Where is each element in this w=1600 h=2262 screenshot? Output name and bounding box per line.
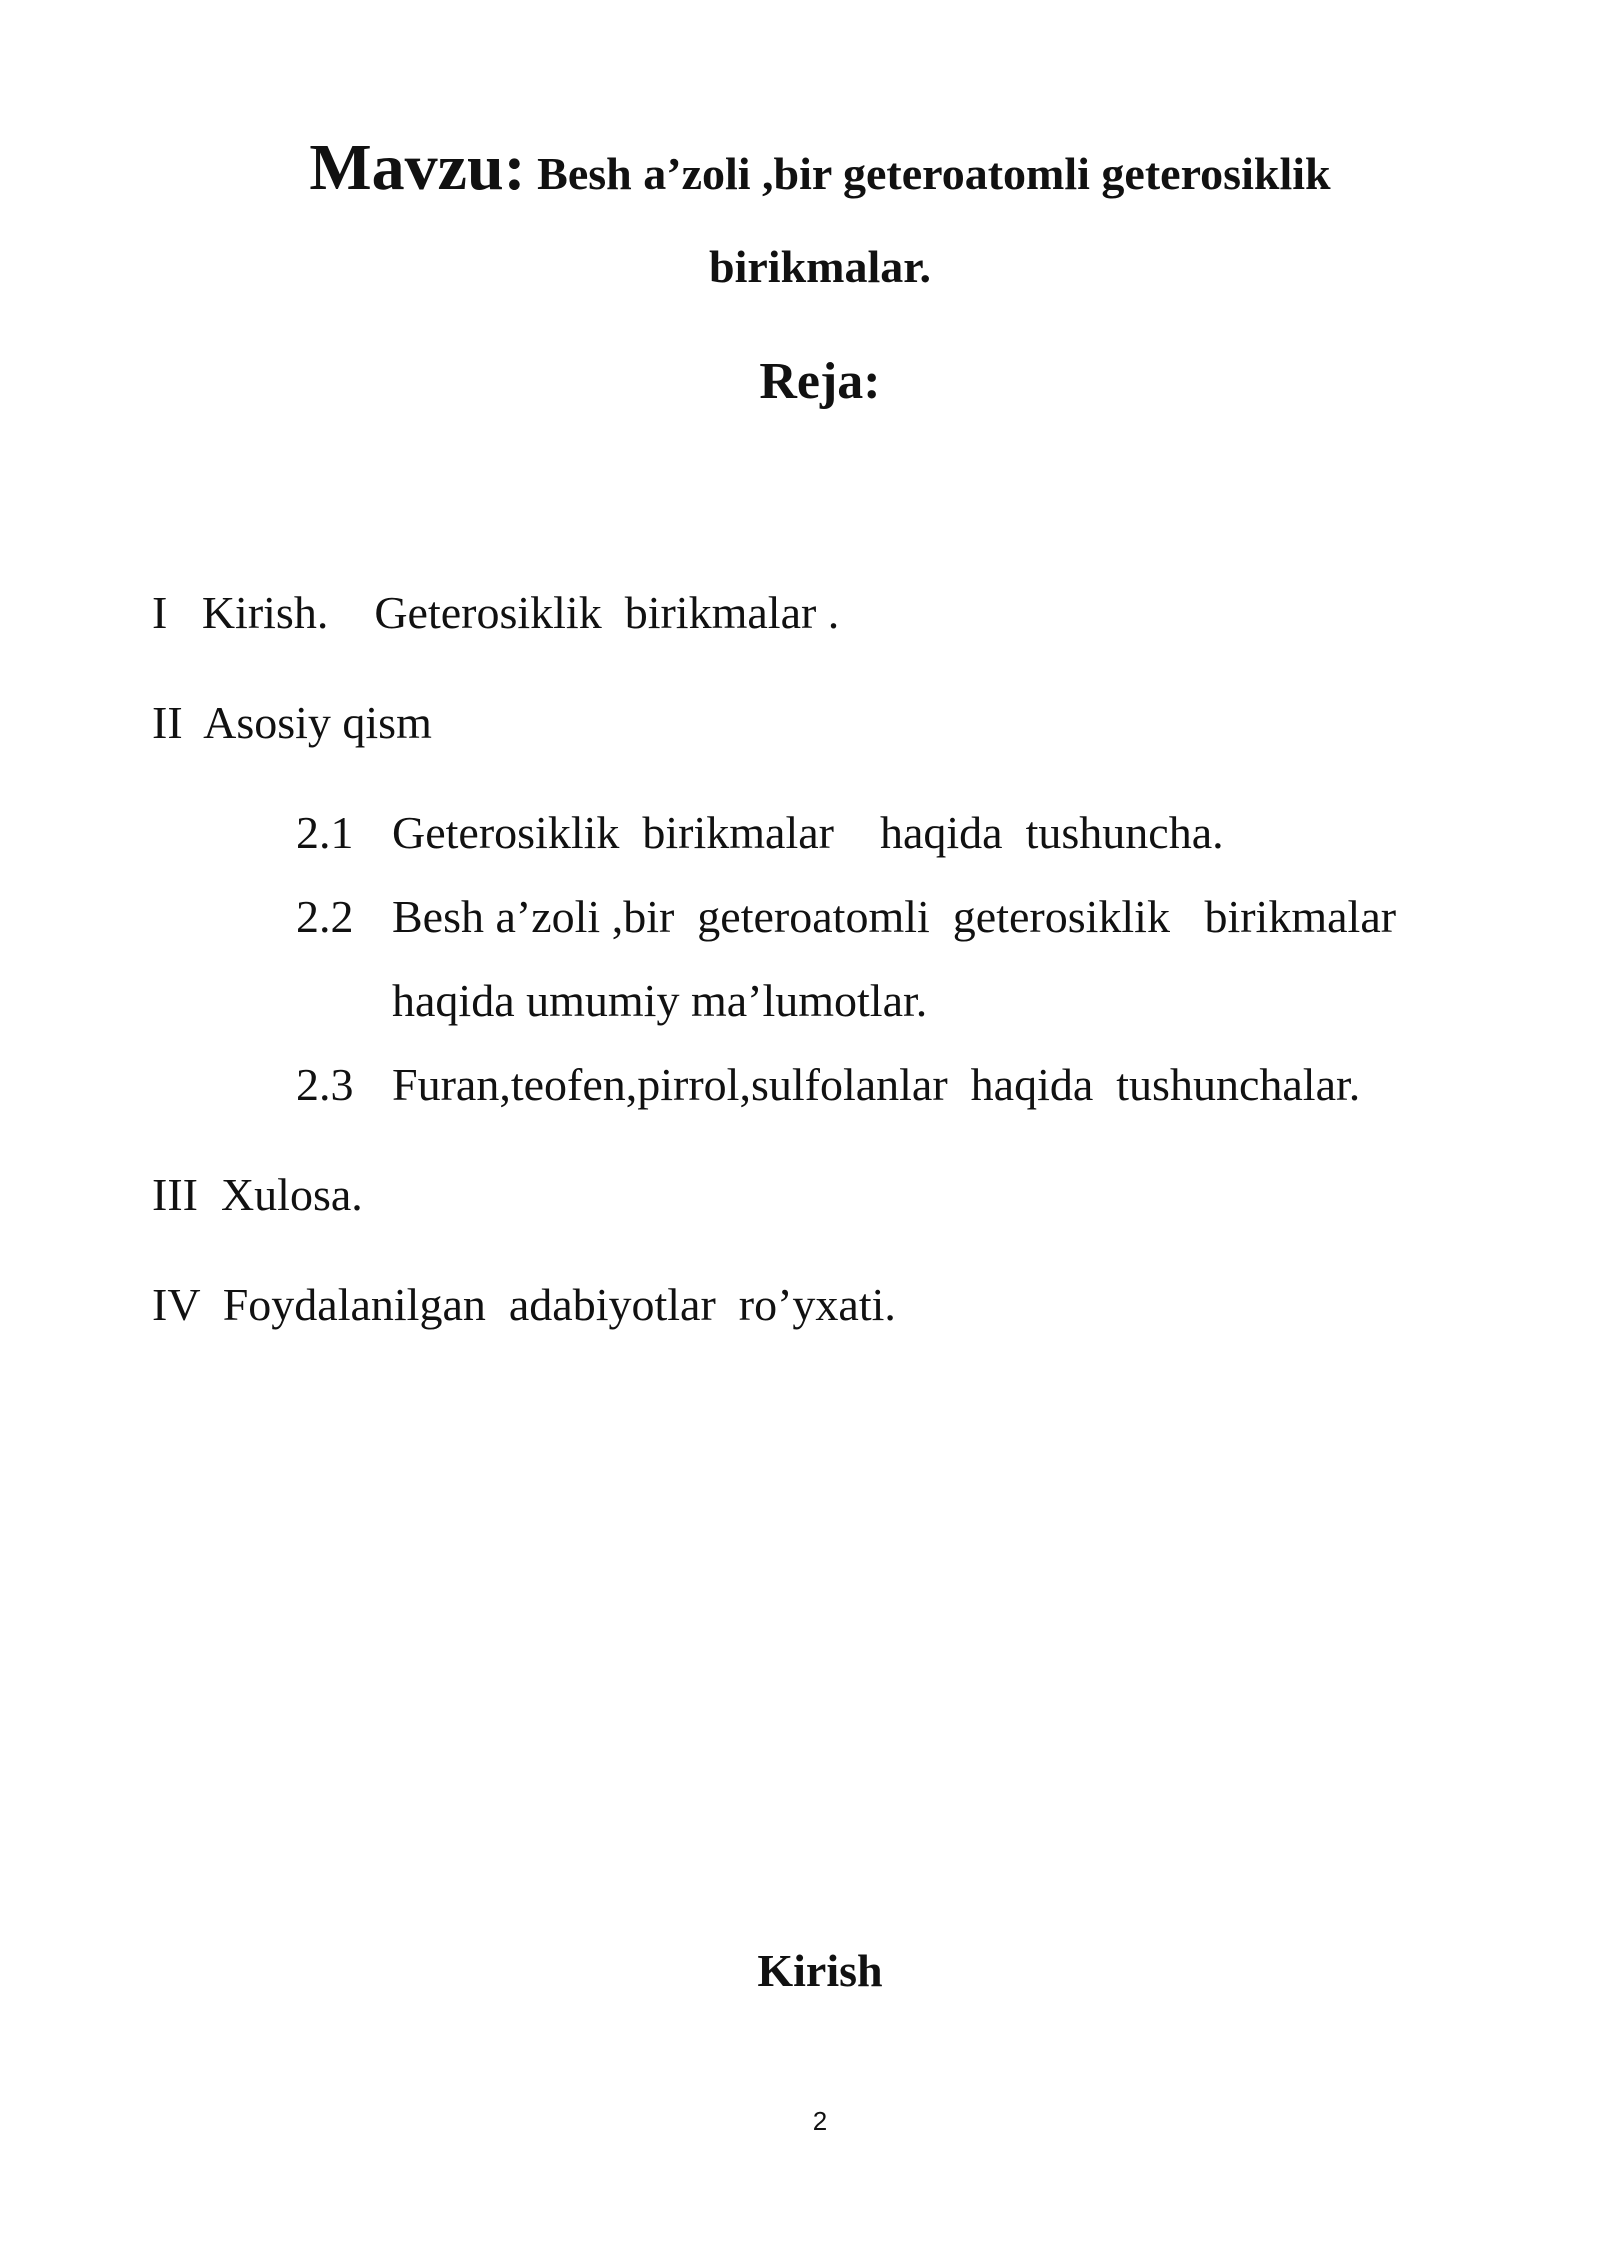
subitem-text: Furan,teofen,pirrol,sulfolanlar haqida tushunchalar. [392,1059,1361,1110]
page-number: 2 [812,2106,828,2136]
section-heading: Kirish [757,1945,883,1996]
title-text-line2: birikmalar. [709,241,931,292]
document-title [0,130,1600,206]
plan-heading: Reja: [759,353,881,410]
title-label: Mavzu: [309,131,526,204]
plan-item-3: III Xulosa. [152,1169,363,1220]
subitem-number: 2.1 [296,807,354,858]
plan-item-2: II Asosiy qism [152,697,432,748]
subitem-text: Besh a’zoli ,bir geteroatomli geterosiklik birikmalar [392,891,1397,942]
plan-item-4: IV Foydalanilgan adabiyotlar ro’yxati. [152,1279,896,1330]
plan-item-1: I Kirish. Geterosiklik birikmalar . [152,587,840,638]
subitem-text: Geterosiklik birikmalar haqida tushuncha. [392,807,1224,858]
title-text-line1: Besh a’zoli ,bir geteroatomli geterosiklik [525,148,1331,199]
subitem-number: 2.3 [296,1059,354,1110]
subitem-text-continuation: haqida umumiy ma’lumotlar. [392,975,928,1026]
subitem-number: 2.2 [296,891,354,942]
